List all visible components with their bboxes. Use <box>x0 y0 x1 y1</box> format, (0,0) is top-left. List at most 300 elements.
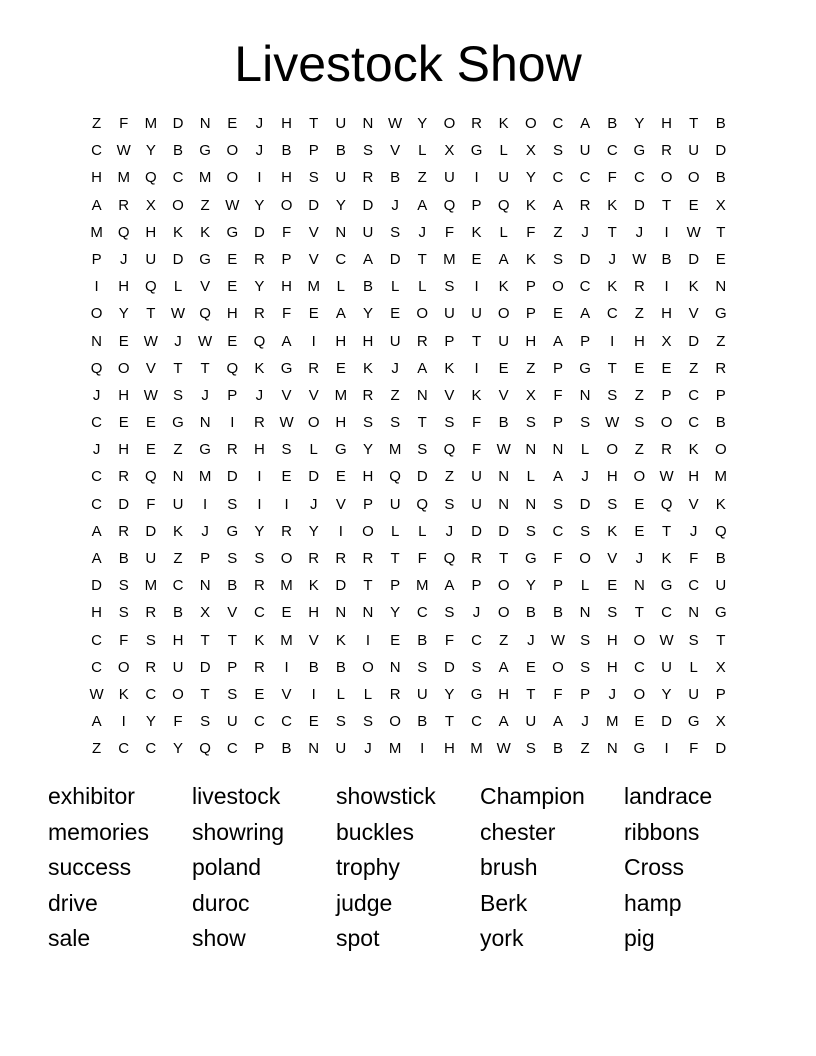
grid-letter: O <box>117 359 130 377</box>
grid-letter: F <box>689 740 699 758</box>
grid-letter: H <box>226 305 238 323</box>
grid-letter: S <box>580 414 591 432</box>
grid-letter: H <box>606 631 618 649</box>
grid-letter: I <box>257 495 262 513</box>
grid-letter: K <box>335 631 346 649</box>
grid-letter: A <box>91 196 102 214</box>
grid-letter: T <box>607 359 617 377</box>
grid-letter: N <box>498 468 510 486</box>
grid-letter: Q <box>443 196 456 214</box>
grid-letter: T <box>716 223 726 241</box>
grid-letter: O <box>552 658 564 676</box>
grid-letter: C <box>226 740 238 758</box>
grid-letter: P <box>254 740 265 758</box>
grid-letter: C <box>91 414 102 432</box>
grid-letter: E <box>661 359 672 377</box>
grid-letter: O <box>307 414 320 432</box>
grid-letter: X <box>525 142 536 160</box>
grid-letter: S <box>118 577 129 595</box>
grid-letter: F <box>471 441 482 459</box>
grid-letter: C <box>661 604 672 622</box>
grid-letter: G <box>335 441 347 459</box>
grid-letter: U <box>688 685 700 703</box>
grid-letter: S <box>607 604 618 622</box>
grid-letter: M <box>605 713 619 731</box>
grid-letter: Q <box>199 740 211 758</box>
grid-letter: S <box>607 386 618 404</box>
grid-letter: Y <box>254 278 265 296</box>
grid-letter: A <box>552 713 563 731</box>
grid-letter: G <box>199 142 211 160</box>
grid-letter: V <box>308 223 319 241</box>
grid-letter: P <box>661 386 672 404</box>
grid-letter: R <box>253 414 265 432</box>
grid-letter: H <box>661 305 672 323</box>
grid-letter: S <box>525 522 536 540</box>
grid-letter: D <box>661 713 672 731</box>
grid-letter: V <box>444 386 455 404</box>
grid-letter: G <box>280 359 293 377</box>
grid-letter: C <box>471 713 482 731</box>
grid-letter: I <box>474 169 479 187</box>
grid-letter: P <box>200 550 211 567</box>
grid-letter: M <box>90 223 103 241</box>
grid-letter: F <box>119 115 129 132</box>
grid-letter: D <box>362 196 374 214</box>
grid-letter: E <box>118 414 129 432</box>
grid-letter: V <box>281 685 292 703</box>
grid-letter: J <box>201 386 209 404</box>
grid-letter: K <box>498 278 509 296</box>
grid-letter: J <box>581 713 589 731</box>
grid-letter: C <box>253 713 265 731</box>
grid-letter: C <box>145 740 157 758</box>
grid-letter: Z <box>91 740 102 758</box>
grid-letter: Q <box>443 441 456 459</box>
grid-letter: Y <box>634 115 645 132</box>
grid-letter: N <box>199 577 211 595</box>
grid-letter: E <box>254 685 265 703</box>
grid-row <box>83 739 734 766</box>
grid-letter: T <box>390 550 400 567</box>
grid-letter: C <box>552 115 564 132</box>
grid-letter: D <box>91 577 102 595</box>
grid-letter: K <box>172 223 183 241</box>
grid-letter: S <box>444 604 455 622</box>
grid-letter: U <box>498 169 510 187</box>
grid-letter: W <box>550 631 566 649</box>
grid-letter: D <box>172 250 184 268</box>
grid-letter: N <box>199 115 211 132</box>
grid-letter: N <box>579 604 591 622</box>
grid-letter: C <box>633 169 645 187</box>
grid-letter: O <box>660 169 673 187</box>
word-list-item: landrace <box>624 783 713 809</box>
grid-letter: K <box>607 278 618 296</box>
word-list <box>48 781 768 959</box>
grid-letter: F <box>471 414 482 432</box>
grid-letter: Y <box>254 196 265 214</box>
grid-letter: D <box>715 740 727 758</box>
grid-letter: Z <box>444 468 454 486</box>
grid-letter: H <box>91 604 102 622</box>
grid-letter: G <box>714 604 727 622</box>
grid-letter: C <box>118 740 130 758</box>
grid-letter: I <box>230 414 235 432</box>
grid-letter: S <box>335 713 346 731</box>
grid-letter: H <box>145 223 157 241</box>
grid-letter: W <box>198 332 213 350</box>
grid-letter: W <box>143 386 158 404</box>
grid-letter: F <box>689 550 699 567</box>
grid-letter: I <box>610 332 615 350</box>
grid-letter: C <box>91 142 102 160</box>
grid-letter: Q <box>416 495 429 513</box>
grid-letter: W <box>143 332 158 350</box>
grid-letter: S <box>417 658 428 676</box>
grid-letter: D <box>199 658 211 676</box>
grid-letter: E <box>634 359 645 377</box>
grid-letter: F <box>444 631 454 649</box>
grid-letter: T <box>499 550 509 567</box>
grid-letter: W <box>496 441 511 459</box>
grid-letter: T <box>661 196 672 214</box>
grid-letter: F <box>553 386 563 404</box>
grid-letter: K <box>661 550 672 567</box>
grid-letter: S <box>444 495 455 513</box>
grid-letter: T <box>200 685 210 703</box>
grid-letter: M <box>144 577 158 595</box>
grid-letter: A <box>580 115 591 132</box>
grid-letter: K <box>607 522 618 540</box>
word-list-item: buckles <box>336 818 414 845</box>
grid-letter: R <box>118 468 130 486</box>
grid-letter: H <box>335 414 347 432</box>
grid-letter: Q <box>117 223 130 241</box>
grid-letter: Z <box>390 386 400 404</box>
grid-letter: R <box>253 577 265 595</box>
grid-letter: J <box>92 386 101 404</box>
grid-letter: B <box>172 604 183 622</box>
grid-letter: T <box>471 332 482 350</box>
grid-letter: N <box>335 223 347 241</box>
grid-letter: X <box>715 658 726 676</box>
grid-letter: I <box>284 658 289 676</box>
grid-letter: J <box>418 223 426 241</box>
grid-letter: H <box>281 278 292 296</box>
grid-letter: S <box>362 142 373 160</box>
grid-letter: H <box>335 332 347 350</box>
grid-letter: K <box>715 495 726 513</box>
grid-letter: U <box>443 169 455 187</box>
grid-row <box>83 658 734 685</box>
grid-letter: N <box>525 441 537 459</box>
grid-letter: B <box>308 658 319 676</box>
grid-letter: T <box>417 414 427 432</box>
grid-letter: Y <box>145 713 156 731</box>
grid-row <box>83 223 734 250</box>
grid-letter: B <box>715 169 726 187</box>
grid-letter: X <box>715 196 726 214</box>
grid-letter: V <box>308 631 319 649</box>
grid-letter: D <box>633 196 645 214</box>
grid-letter: R <box>579 196 591 214</box>
grid-letter: K <box>200 223 211 241</box>
grid-letter: J <box>119 250 128 268</box>
grid-letter: C <box>172 577 184 595</box>
grid-letter: O <box>633 631 646 649</box>
grid-letter: Q <box>226 359 239 377</box>
grid-letter: Z <box>499 631 509 649</box>
grid-letter: S <box>254 550 265 567</box>
grid-letter: S <box>308 169 319 187</box>
grid-letter: C <box>91 658 102 676</box>
grid-letter: E <box>607 577 618 595</box>
grid-letter: M <box>144 115 158 132</box>
grid-letter: U <box>389 495 401 513</box>
grid-letter: W <box>116 142 131 160</box>
grid-letter: J <box>581 468 589 486</box>
grid-letter: B <box>281 740 292 758</box>
grid-letter: M <box>280 631 293 649</box>
grid-letter: B <box>715 115 726 132</box>
grid-letter: G <box>226 522 239 540</box>
grid-letter: F <box>526 223 536 241</box>
grid-letter: U <box>471 495 482 513</box>
grid-letter: B <box>417 631 428 649</box>
grid-letter: G <box>524 550 537 567</box>
grid-letter: G <box>199 250 211 268</box>
grid-letter: A <box>91 713 102 731</box>
grid-letter: S <box>552 142 563 160</box>
grid-letter: I <box>257 468 262 486</box>
grid-letter: Z <box>634 441 644 459</box>
grid-letter: S <box>417 441 428 459</box>
grid-letter: F <box>281 223 292 241</box>
grid-letter: Y <box>525 169 536 187</box>
grid-letter: A <box>362 250 373 268</box>
grid-letter: Q <box>199 305 211 323</box>
grid-letter: E <box>118 332 129 350</box>
grid-letter: Q <box>253 332 266 350</box>
grid-letter: D <box>416 468 428 486</box>
grid-letter: B <box>552 604 563 622</box>
grid-letter: G <box>470 142 483 160</box>
grid-letter: S <box>444 278 455 296</box>
grid-letter: O <box>633 468 646 486</box>
grid-letter: I <box>284 495 289 513</box>
grid-letter: R <box>281 522 292 540</box>
grid-letter: O <box>497 577 510 595</box>
word-list-item: Berk <box>480 889 528 916</box>
grid-letter: G <box>633 740 646 758</box>
grid-letter: T <box>309 115 319 132</box>
grid-letter: D <box>145 522 157 540</box>
grid-letter: V <box>200 278 211 296</box>
grid-letter: R <box>253 305 265 323</box>
grid-letter: O <box>172 685 184 703</box>
grid-letter: S <box>688 631 699 649</box>
grid-letter: S <box>145 631 156 649</box>
grid-letter: N <box>362 115 374 132</box>
grid-letter: Y <box>390 604 401 622</box>
grid-letter: R <box>362 386 374 404</box>
grid-letter: A <box>498 250 509 268</box>
grid-letter: P <box>580 332 591 350</box>
grid-letter: V <box>607 550 618 567</box>
word-list-item: brush <box>480 854 538 881</box>
grid-letter: R <box>416 332 428 350</box>
grid-letter: S <box>200 713 211 731</box>
grid-letter: T <box>200 359 210 377</box>
grid-letter: C <box>172 169 184 187</box>
grid-letter: A <box>417 196 428 214</box>
grid-letter: J <box>689 522 698 540</box>
page-title: Livestock Show <box>234 36 582 92</box>
grid-letter: G <box>470 685 483 703</box>
grid-letter: D <box>172 115 184 132</box>
grid-letter: U <box>335 740 347 758</box>
grid-letter: K <box>498 115 509 132</box>
grid-letter: P <box>552 414 563 432</box>
grid-letter: D <box>335 577 347 595</box>
grid-letter: F <box>173 713 183 731</box>
grid-letter: R <box>118 196 130 214</box>
grid-letter: R <box>471 115 482 132</box>
grid-letter: Y <box>444 685 455 703</box>
grid-letter: B <box>552 740 563 758</box>
grid-letter: I <box>474 278 479 296</box>
grid-letter: E <box>281 604 292 622</box>
grid-letter: A <box>580 305 591 323</box>
grid-letter: H <box>606 658 618 676</box>
grid-letter: J <box>255 386 264 404</box>
grid-letter: Z <box>173 550 183 567</box>
grid-row <box>83 141 734 168</box>
grid-letter: Y <box>172 740 183 758</box>
grid-letter: O <box>172 196 184 214</box>
grid-letter: M <box>416 577 429 595</box>
grid-letter: U <box>416 685 428 703</box>
grid-letter: Q <box>660 495 673 513</box>
grid-letter: O <box>226 169 239 187</box>
grid-letter: K <box>118 685 129 703</box>
grid-letter: F <box>281 305 292 323</box>
grid-letter: E <box>715 250 726 268</box>
grid-letter: S <box>552 250 563 268</box>
grid-letter: W <box>279 414 294 432</box>
grid-row <box>83 196 734 223</box>
word-list-item: chester <box>480 818 556 845</box>
grid-letter: C <box>579 278 591 296</box>
word-list-item: memories <box>48 818 149 845</box>
grid-letter: H <box>281 169 292 187</box>
grid-letter: D <box>389 250 401 268</box>
grid-letter: A <box>552 468 563 486</box>
grid-letter: S <box>580 631 591 649</box>
grid-row <box>83 168 734 195</box>
word-list-item: sale <box>48 925 91 952</box>
grid-letter: E <box>227 250 238 268</box>
grid-letter: T <box>200 631 210 649</box>
grid-letter: D <box>579 250 591 268</box>
grid-letter: O <box>524 115 537 132</box>
grid-letter: Z <box>689 359 699 377</box>
word-list-item: Cross <box>624 854 685 881</box>
grid-letter: H <box>308 604 320 622</box>
grid-letter: J <box>364 740 372 758</box>
grid-letter: H <box>362 468 374 486</box>
grid-letter: V <box>308 386 319 404</box>
grid-letter: H <box>525 332 537 350</box>
grid-letter: C <box>145 685 157 703</box>
grid-letter: B <box>118 550 129 567</box>
grid-letter: P <box>390 577 401 595</box>
grid-letter: R <box>335 550 347 567</box>
grid-letter: U <box>145 550 157 567</box>
grid-letter: O <box>416 305 429 323</box>
grid-letter: I <box>311 685 316 703</box>
grid-letter: S <box>525 740 536 758</box>
grid-letter: Y <box>254 522 265 540</box>
grid-letter: J <box>608 685 616 703</box>
grid-letter: A <box>498 658 509 676</box>
grid-letter: B <box>390 169 401 187</box>
grid-letter: A <box>552 196 563 214</box>
grid-letter: P <box>91 250 102 268</box>
grid-letter: H <box>606 468 618 486</box>
grid-letter: G <box>633 142 646 160</box>
grid-letter: D <box>443 658 455 676</box>
grid-letter: Q <box>443 550 456 567</box>
grid-letter: Y <box>335 196 346 214</box>
grid-letter: Y <box>362 305 373 323</box>
grid-letter: B <box>417 713 428 731</box>
grid-letter: N <box>715 278 727 296</box>
grid-letter: D <box>688 250 700 268</box>
grid-letter: Y <box>417 115 428 132</box>
grid-letter: M <box>280 577 293 595</box>
grid-letter: T <box>526 685 536 703</box>
grid-letter: V <box>335 495 346 513</box>
grid-letter: Y <box>308 522 319 540</box>
grid-letter: U <box>172 658 184 676</box>
grid-letter: R <box>253 658 265 676</box>
grid-letter: P <box>580 685 591 703</box>
grid-row <box>83 359 734 386</box>
grid-letter: Q <box>145 169 157 187</box>
grid-letter: Q <box>714 522 727 540</box>
grid-letter: C <box>335 250 347 268</box>
grid-letter: E <box>308 305 319 323</box>
grid-letter: E <box>634 522 645 540</box>
grid-letter: Q <box>497 196 510 214</box>
grid-letter: H <box>118 278 130 296</box>
grid-letter: J <box>391 196 399 214</box>
grid-letter: N <box>525 495 537 513</box>
grid-letter: E <box>525 658 536 676</box>
grid-letter: K <box>688 441 699 459</box>
grid-letter: Q <box>145 468 157 486</box>
grid-letter: V <box>498 386 509 404</box>
grid-row <box>83 114 734 141</box>
grid-letter: G <box>660 577 673 595</box>
grid-letter: O <box>687 169 700 187</box>
grid-letter: L <box>499 142 508 160</box>
grid-letter: G <box>714 305 727 323</box>
grid-letter: B <box>281 142 292 160</box>
grid-letter: P <box>715 685 726 703</box>
